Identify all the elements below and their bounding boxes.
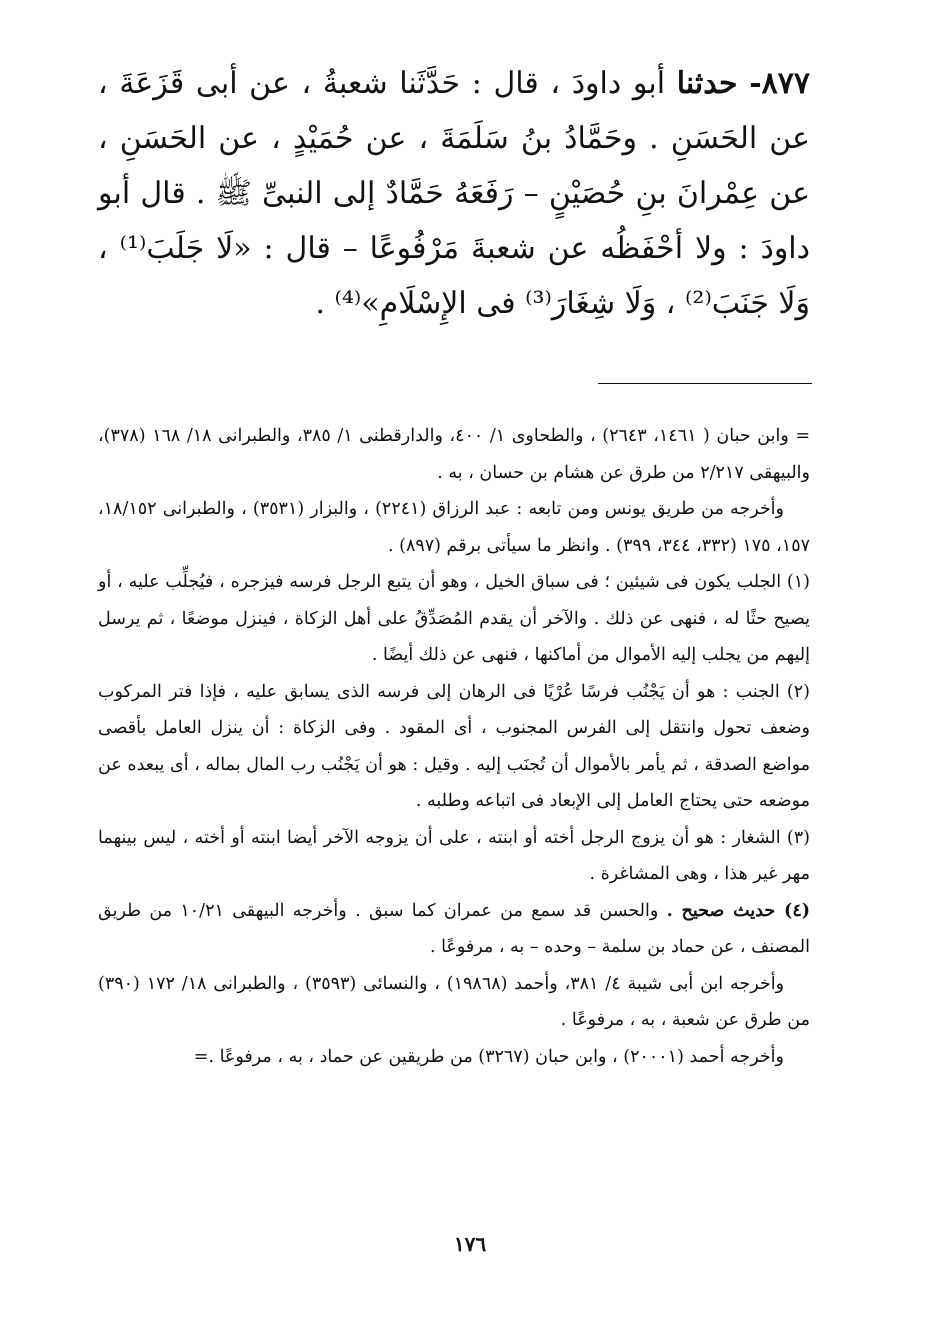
footnote-separator xyxy=(598,383,812,384)
footnote xyxy=(98,893,810,966)
footnote xyxy=(98,418,810,491)
footnote-text: وأخرجه أحمد (٢٠٠٠١) ، وابن حبان (٣٢٦٧) من طريقين عن حماد ، به ، مرفوعًا .= xyxy=(193,1046,784,1067)
page-number: ١٧٦ xyxy=(453,1232,487,1256)
hadith-lead: حدثنا xyxy=(676,66,738,101)
footnote-text: وأخرجه من طريق يونس ومن تابعه : عبد الرزاق (٢٢٤١) ، والبزار (٣٥٣١) ، والطبرانى ١٨/١٥٢، ١٥٧، ١٧٥ (٣٣٢، ٣٤٤، ٣٩٩) . وانظر ما سيأتى برقم (٨٩٧) . xyxy=(98,499,810,556)
footnotes xyxy=(98,418,810,1075)
footnote xyxy=(98,820,810,893)
footnote-text: (٢) الجنب : هو أن يَجْنُب فرسًا عُرْيًا فى الرهان إلى فرسه الذى يسابق عليه ، فإذا فتر المركوب وضعف تحول وانتقل إلى الفرس المجنوب ، أى المقود . وفى الزكاة : أن ينزل العامل بأقصى مواضع الصدقة ، ثم يأمر بالأموال أن تُجنَب إليه . وقيل : هو أن يَجْنُب رب المال بماله ، أى يبعده عن موضعه حتى يحتاج العامل إلى الإبعاد فى اتباعه وطلبه . xyxy=(98,681,810,811)
footnote-text: والحسن قد سمع من عمران كما سبق . وأخرجه البيهقى ١٠/٢١ من طريق المصنف ، عن حماد بن سلمة – وحده – به ، مرفوعًا . xyxy=(98,900,810,957)
footnote-text: (١) الجلب يكون فى شيئين ؛ فى سباق الخيل ، وهو أن يتبع الرجل فرسه فيزجره ، فيُجلِّب عليه ، أو يصيح حثًا له ، فنهى عن ذلك . والآخر أن يقدم المُصَدِّقُ على أهل الزكاة ، فينزل موضعًا ، ثم يرسل إليهم من يجلب إليه الأموال من أماكنها ، فنهى عن ذلك أيضًا . xyxy=(98,572,810,665)
footnote-text: = وابن حبان ( ١٤٦١، ٢٦٤٣) ، والطحاوى ١/ ٤٠٠، والدارقطنى ١/ ٣٨٥، والطبرانى ١٨/ ١٦٨ (٣٧٨)، والبيهقى ٢/٢١٧ من طرق عن هشام بن حسان ، به . xyxy=(98,426,810,483)
footnote xyxy=(98,966,810,1039)
footnote xyxy=(98,564,810,674)
footnote xyxy=(98,491,810,564)
footnote-text: (٣) الشغار : هو أن يزوج الرجل أخته أو ابنته ، على أن يزوجه الآخر أيضا ابنته أو أخته ، ليس بينهما مهر غير هذا ، وهى المشاغرة . xyxy=(98,827,810,884)
hadith-text xyxy=(98,56,810,331)
footnote-bold: (٤) حديث صحيح . xyxy=(666,900,810,921)
footnote xyxy=(98,674,810,820)
footnote xyxy=(98,1039,810,1076)
hadith-body: أبو داودَ ، قال : حَدَّثَنا شعبةُ ، عن أبى قَزَعَةَ ، عن الحَسَنِ . وحَمَّادُ بنُ سَلَمَةَ ، عن حُمَيْدٍ ، عن الحَسَنِ ، عن عِمْرانَ بنِ حُصَيْنٍ – رَفَعَهُ حَمَّادٌ إلى النبىِّ ﷺ . قال أبو داودَ : ولا أحْفَظُه عن شعبةَ مَرْفُوعًا – قال : «لَا جَلَبَ⁽¹⁾ ، وَلَا جَنَبَ⁽²⁾ ، وَلَا شِغَارَ⁽³⁾ فى الإِسْلَامِ»⁽⁴⁾ . xyxy=(98,66,810,321)
hadith-number: ٨٧٧- xyxy=(749,66,810,101)
footnote-text: وأخرجه ابن أبى شيبة ٤/ ٣٨١، وأحمد (١٩٨٦٨) ، والنسائى (٣٥٩٣) ، والطبرانى ١٨/ ١٧٢ (٣٩٠) من طرق عن شعبة ، به ، مرفوعًا . xyxy=(98,973,810,1030)
